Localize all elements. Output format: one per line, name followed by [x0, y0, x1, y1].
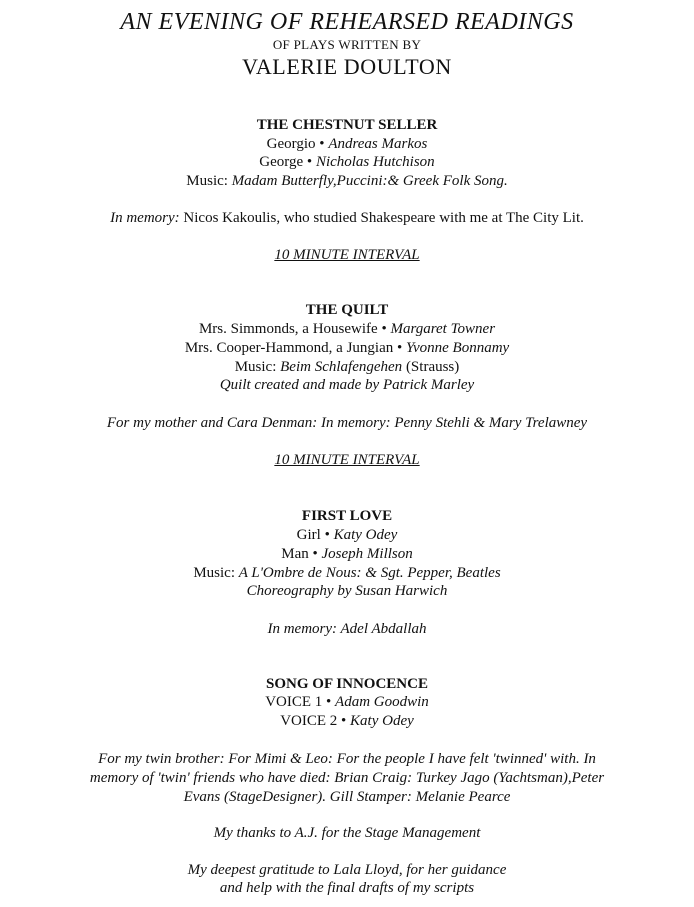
author-name: VALERIE DOULTON	[242, 54, 452, 79]
dedication-line: Evans (StageDesigner). Gill Stamper: Melanie Pearce	[183, 789, 511, 805]
dedication-text: Nicos Kakoulis, who studied Shakespeare with me at The City Lit.	[183, 210, 584, 226]
cast-role: VOICE 2	[280, 713, 338, 729]
music-label: Music:	[193, 565, 235, 581]
bullet-icon: •	[319, 136, 325, 152]
cast-role: Girl	[296, 527, 321, 543]
cast-actor: Katy Odey	[350, 713, 414, 729]
cast-role: VOICE 1	[265, 694, 323, 710]
music-label: Music:	[186, 173, 228, 189]
play-title-first-love: FIRST LOVE	[301, 508, 393, 524]
cast-actor: Margaret Towner	[390, 321, 496, 337]
play-title-song-of-innocence: SONG OF INNOCENCE	[266, 676, 428, 692]
production-credit: Quilt created and made by Patrick Marley	[219, 377, 475, 393]
cast-actor: Andreas Markos	[328, 136, 428, 152]
cast-role: Mrs. Cooper-Hammond, a Jungian	[184, 340, 394, 356]
dedication-line: In memory: Adel Abdallah	[267, 621, 427, 637]
bullet-icon: •	[312, 546, 318, 562]
interval-line	[0, 248, 694, 263]
play-title-chestnut-seller: THE CHESTNUT SELLER	[256, 117, 438, 133]
cast-line	[0, 695, 694, 710]
cast-line	[0, 547, 694, 562]
gratitude-line: My deepest gratitude to Lala Lloyd, for her guidance	[187, 862, 507, 878]
music-credit: A L'Ombre de Nous: & Sgt. Pepper, Beatles	[238, 565, 501, 581]
dedication-line: For my mother and Cara Denman: In memory: Penny Stehli & Mary Trelawney	[106, 415, 588, 431]
interval-label: 10 MINUTE INTERVAL	[274, 247, 420, 263]
bullet-icon: •	[306, 154, 313, 170]
play-title-quilt: THE QUILT	[305, 302, 389, 318]
bullet-icon: •	[396, 340, 403, 356]
dedication-line: For my twin brother: For Mimi & Leo: For the people I have felt 'twinned' with. In	[98, 751, 596, 767]
cast-role: Mrs. Simmonds, a Housewife	[198, 321, 378, 337]
cast-actor: Adam Goodwin	[335, 694, 429, 710]
cast-line	[0, 137, 694, 152]
program-subtitle: OF PLAYS WRITTEN BY	[272, 37, 422, 52]
interval-line	[0, 453, 694, 468]
music-composer: (Strauss)	[405, 359, 460, 375]
cast-line	[0, 341, 694, 356]
program-title: AN EVENING OF REHEARSED READINGS	[120, 9, 574, 35]
cast-line	[0, 528, 694, 543]
bullet-icon: •	[381, 321, 387, 337]
interval-label: 10 MINUTE INTERVAL	[274, 452, 420, 468]
choreography-credit: Choreography by Susan Harwich	[246, 583, 448, 599]
dedication-label: In memory:	[110, 210, 180, 226]
bullet-icon: •	[341, 713, 347, 729]
cast-actor: Yvonne Bonnamy	[406, 340, 510, 356]
cast-line	[0, 155, 694, 170]
thanks-line: My thanks to A.J. for the Stage Management	[213, 825, 481, 841]
cast-line	[0, 714, 694, 729]
cast-role: George	[259, 154, 304, 170]
cast-actor: Katy Odey	[333, 527, 398, 543]
music-credit: Madam Butterfly,Puccini:& Greek Folk Song.	[231, 173, 508, 189]
music-credit: Beim Schlafengehen	[280, 359, 403, 375]
cast-role: Georgio	[266, 136, 316, 152]
cast-role: Man	[281, 546, 309, 562]
music-line	[0, 174, 694, 189]
cast-line	[0, 322, 694, 337]
dedication-line: memory of 'twin' friends who have died: Brian Craig: Turkey Jago (Yachtsman),Peter	[89, 770, 605, 786]
gratitude-line: and help with the final drafts of my scripts	[219, 880, 475, 896]
cast-actor: Joseph Millson	[321, 546, 413, 562]
cast-actor: Nicholas Hutchison	[315, 154, 435, 170]
bullet-icon: •	[324, 527, 330, 543]
music-line	[0, 360, 694, 375]
bullet-icon: •	[326, 694, 332, 710]
music-label: Music:	[234, 359, 277, 375]
music-line	[0, 566, 694, 581]
dedication-line	[0, 211, 694, 226]
